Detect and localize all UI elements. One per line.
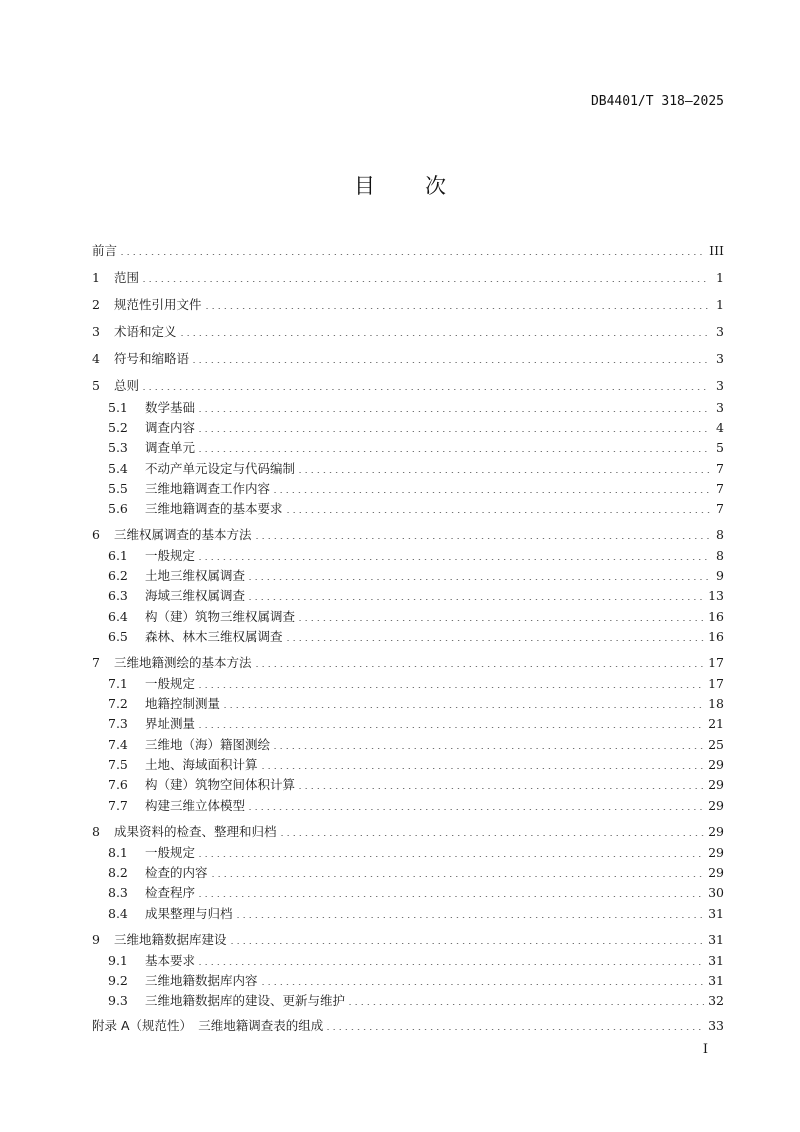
toc-entry-number: 8.2 (108, 864, 128, 880)
dot-leader (197, 397, 710, 417)
toc-entry[interactable] (92, 267, 724, 287)
dot-leader (179, 321, 710, 341)
toc-entry-label: 三维地籍调查的基本要求 (145, 501, 283, 516)
toc-entry-number: 9 (92, 931, 100, 947)
toc-entry-label: 检查的内容 (145, 865, 208, 880)
toc-entry[interactable] (108, 498, 724, 518)
toc-entry[interactable] (108, 862, 724, 882)
toc-entry-number: 8 (92, 823, 100, 839)
toc-entry-page: III (709, 242, 724, 258)
dot-leader (119, 240, 705, 260)
toc-entry-page: 1 (716, 296, 724, 312)
toc-entry[interactable] (92, 294, 724, 314)
toc-entry[interactable] (108, 774, 724, 794)
dot-leader (197, 437, 710, 457)
toc-entry-number: 6.4 (108, 608, 128, 624)
toc-entry-page: 31 (708, 905, 724, 921)
toc-entry-page: 8 (716, 547, 724, 563)
toc-entry-number: 7.2 (108, 695, 128, 711)
dot-leader (260, 754, 705, 774)
toc-entry-label: 附录 A（规范性） 三维地籍调查表的组成 (92, 1018, 324, 1033)
toc-entry-page: 8 (716, 526, 724, 542)
toc-entry-label: 一般规定 (145, 676, 196, 691)
toc-entry[interactable] (108, 970, 724, 990)
toc-entry-label: 总则 (114, 378, 140, 393)
toc-entry-label: 调查内容 (145, 420, 196, 435)
toc-entry[interactable] (92, 240, 724, 260)
toc-entry-label: 成果整理与归档 (145, 906, 233, 921)
toc-entry-page: 5 (716, 439, 724, 455)
toc-entry-page: 32 (708, 992, 724, 1008)
dot-leader (141, 375, 710, 395)
toc-entry-page: 17 (708, 675, 724, 691)
dot-leader (347, 990, 704, 1010)
toc-entry-label: 三维权属调查的基本方法 (114, 527, 252, 542)
document-code: DB4401/T 318—2025 (590, 94, 724, 109)
toc-entry-number: 5.4 (108, 460, 128, 476)
toc-entry[interactable] (92, 375, 724, 395)
toc-entry-page: 16 (708, 628, 724, 644)
toc-entry-page: 29 (708, 864, 724, 880)
toc-entry-page: 3 (716, 323, 724, 339)
toc-entry-page: 7 (716, 500, 724, 516)
toc-entry-label: 规范性引用文件 (114, 297, 202, 312)
dot-leader (204, 294, 710, 314)
toc-entry[interactable] (108, 673, 724, 693)
dot-leader (247, 795, 704, 815)
page-number: I (702, 1042, 708, 1057)
toc-entry-label: 构（建）筑物空间体积计算 (145, 777, 296, 792)
toc-entry-label: 三维地籍调查工作内容 (145, 481, 271, 496)
toc-entry[interactable] (108, 397, 724, 417)
toc-entry-page: 7 (716, 480, 724, 496)
toc-entry[interactable] (108, 903, 724, 923)
toc-entry-number: 7.1 (108, 675, 128, 691)
toc-entry-label: 三维地籍数据库建设 (114, 932, 227, 947)
dot-leader (247, 585, 704, 605)
toc-entry-page: 25 (708, 736, 724, 752)
toc-entry-number: 7.5 (108, 756, 128, 772)
toc-entry-label: 术语和定义 (114, 324, 177, 339)
dot-leader (279, 821, 705, 841)
toc-entry[interactable] (108, 734, 724, 754)
toc-entry[interactable] (108, 950, 724, 970)
toc-entry-label: 基本要求 (145, 953, 196, 968)
dot-leader (254, 524, 710, 544)
toc-entry-page: 17 (708, 654, 724, 670)
toc-entry[interactable] (108, 693, 724, 713)
dot-leader (229, 929, 705, 949)
toc-entry-label: 检查程序 (145, 885, 196, 900)
toc-entry-number: 5.3 (108, 439, 128, 455)
toc-entry-label: 三维地（海）籍图测绘 (145, 737, 271, 752)
toc-entry[interactable] (92, 652, 724, 672)
toc-entry-page: 16 (708, 608, 724, 624)
dot-leader (272, 734, 704, 754)
dot-leader (210, 862, 705, 882)
toc-entry-number: 5.2 (108, 419, 128, 435)
toc-entry[interactable] (108, 437, 724, 457)
dot-leader (260, 970, 705, 990)
toc-entry-label: 符号和缩略语 (114, 351, 190, 366)
toc-entry-page: 33 (708, 1017, 724, 1033)
toc-entry[interactable] (108, 585, 724, 605)
toc-entry-label: 三维地籍测绘的基本方法 (114, 655, 252, 670)
toc-entry-page: 31 (708, 931, 724, 947)
toc-entry-page: 13 (708, 587, 724, 603)
dot-leader (272, 478, 710, 498)
toc-entry-label: 土地、海域面积计算 (145, 757, 258, 772)
toc-entry-page: 3 (716, 377, 724, 393)
toc-entry[interactable] (108, 545, 724, 565)
toc-entry-page: 31 (708, 952, 724, 968)
toc-entry-number: 9.1 (108, 952, 128, 968)
toc-entry-page: 4 (716, 419, 724, 435)
toc-entry[interactable] (108, 606, 724, 626)
toc-entry-number: 5.1 (108, 399, 128, 415)
toc-entry-label: 海域三维权属调查 (145, 588, 246, 603)
toc-entry-page: 31 (708, 972, 724, 988)
toc-entry-number: 2 (92, 296, 100, 312)
toc-entry[interactable] (108, 882, 724, 902)
toc-entry[interactable] (92, 321, 724, 341)
toc-entry-number: 1 (92, 269, 100, 285)
toc-entry-label: 三维地籍数据库的建设、更新与维护 (145, 993, 346, 1008)
toc-entry[interactable] (108, 417, 724, 437)
toc-entry-number: 9.3 (108, 992, 128, 1008)
toc-entry-number: 6.2 (108, 567, 128, 583)
toc-entry-page: 29 (708, 776, 724, 792)
title-char-1: 目 (354, 174, 375, 198)
toc-entry-number: 6.5 (108, 628, 128, 644)
toc-entry[interactable] (92, 1015, 724, 1035)
toc-entry[interactable] (108, 795, 724, 815)
dot-leader (297, 774, 704, 794)
toc-entry-page: 18 (708, 695, 724, 711)
dot-leader (325, 1015, 704, 1035)
dot-leader (197, 882, 704, 902)
dot-leader (197, 713, 704, 733)
toc-entry-number: 6.1 (108, 547, 128, 563)
toc-entry-label: 前言 (92, 243, 118, 258)
toc-entry-label: 数学基础 (145, 400, 196, 415)
dot-leader (285, 498, 710, 518)
dot-leader (254, 652, 705, 672)
toc-entry-label: 地籍控制测量 (145, 696, 221, 711)
toc-entry-label: 调查单元 (145, 440, 196, 455)
toc-entry-label: 不动产单元设定与代码编制 (145, 461, 296, 476)
toc-entry-number: 8.4 (108, 905, 128, 921)
toc-entry[interactable] (108, 565, 724, 585)
toc-entry-label: 一般规定 (145, 845, 196, 860)
toc-entry-page: 9 (716, 567, 724, 583)
toc-entry-label: 一般规定 (145, 548, 196, 563)
toc-entry-number: 5 (92, 377, 100, 393)
toc-entry-number: 5.5 (108, 480, 128, 496)
toc-entry[interactable] (108, 754, 724, 774)
toc-entry[interactable] (92, 348, 724, 368)
dot-leader (141, 267, 710, 287)
toc-entry-label: 界址测量 (145, 716, 196, 731)
toc-entry[interactable] (108, 842, 724, 862)
dot-leader (191, 348, 710, 368)
toc-entry-number: 7.3 (108, 715, 128, 731)
toc-entry-label: 范围 (114, 270, 140, 285)
dot-leader (285, 626, 705, 646)
dot-leader (297, 606, 704, 626)
toc-entry-page: 29 (708, 844, 724, 860)
toc-entry[interactable] (92, 524, 724, 544)
toc-entry-label: 成果资料的检查、整理和归档 (114, 824, 277, 839)
toc-entry-page: 29 (708, 823, 724, 839)
toc-entry-page: 29 (708, 756, 724, 772)
toc-entry-number: 4 (92, 350, 100, 366)
toc-entry-number: 8.1 (108, 844, 128, 860)
toc-entry[interactable] (108, 478, 724, 498)
toc-entry-number: 7.6 (108, 776, 128, 792)
toc-entry-page: 29 (708, 797, 724, 813)
toc-entry[interactable] (108, 626, 724, 646)
toc-entry-number: 6 (92, 526, 100, 542)
toc-entry[interactable] (108, 458, 724, 478)
title-char-2: 次 (425, 174, 446, 198)
dot-leader (197, 673, 704, 693)
page-title (0, 170, 800, 200)
toc-entry-label: 土地三维权属调查 (145, 568, 246, 583)
toc-entry-number: 9.2 (108, 972, 128, 988)
toc-entry-label: 森林、林木三维权属调查 (145, 629, 283, 644)
toc-entry-page: 1 (716, 269, 724, 285)
toc-entry-number: 8.3 (108, 884, 128, 900)
toc-entry[interactable] (92, 821, 724, 841)
dot-leader (222, 693, 704, 713)
toc-entry-number: 3 (92, 323, 100, 339)
toc-entry-number: 7 (92, 654, 100, 670)
dot-leader (197, 950, 704, 970)
toc-entry-page: 21 (708, 715, 724, 731)
toc-entry[interactable] (108, 990, 724, 1010)
toc-entry[interactable] (108, 713, 724, 733)
toc-entry[interactable] (92, 929, 724, 949)
toc-entry-number: 6.3 (108, 587, 128, 603)
toc-entry-label: 构建三维立体模型 (145, 798, 246, 813)
toc-entry-page: 3 (716, 399, 724, 415)
dot-leader (247, 565, 710, 585)
toc-entry-page: 3 (716, 350, 724, 366)
dot-leader (197, 545, 710, 565)
toc-entry-label: 构（建）筑物三维权属调查 (145, 609, 296, 624)
toc-entry-number: 5.6 (108, 500, 128, 516)
toc-entry-page: 30 (708, 884, 724, 900)
dot-leader (197, 417, 710, 437)
dot-leader (197, 842, 704, 862)
toc-entry-page: 7 (716, 460, 724, 476)
toc-entry-number: 7.4 (108, 736, 128, 752)
toc-entry-label: 三维地籍数据库内容 (145, 973, 258, 988)
dot-leader (297, 458, 710, 478)
toc-entry-number: 7.7 (108, 797, 128, 813)
dot-leader (235, 903, 705, 923)
